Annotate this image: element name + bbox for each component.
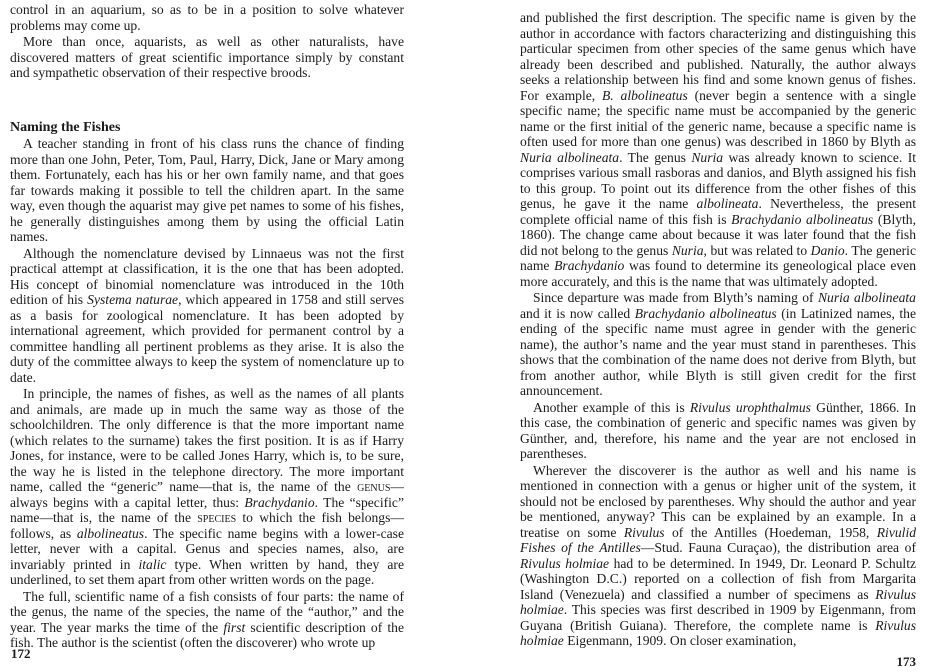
- paragraph: In principle, the names of fishes, as well as the names of all plants and animals, are made up in much the same way as those of the schoolchildren. The only difference is that the more important name (which relates to the surname) takes the first position. It is as if Harry Jones, for instance, were to be called Jones Harry, which is, to be sure, the way he is listed in the telephone directory. The more important name, called the “generic” name—that is, the name of the genus—always begins with a capital letter, thus: Brachydanio. The “specific” name—that is, the name of the species to which the fish belongs—follows, as albolineatus. The specific name begins with a lower-case letter, never with a capital. Genus and species names, also, are invariably printed in italic type. When written by hand, they are underlined, to set them apart from other written words on the page.: [10, 386, 404, 587]
- page-number: 173: [896, 654, 916, 669]
- right-text-column: [520, 10, 916, 649]
- paragraph: and published the first description. The specific name is given by the author in accordance with factors characterizing and distinguishing this particular specimen from other species of the same genus which have already been described and published. Naturally, the author always seeks a relationship between his find and some known genus of fishes. For example, B. albolineatus (never begin a sentence with a single specific name; the specific name must be accompanied by the generic name or the first initial of the generic name, because a specific name is often used for more than one genus) was described in 1860 by Blyth as Nuria albolineata. The genus Nuria was already known to science. It comprises various small rasboras and danios, and Blyth assigned his fish to this group. To point out its difference from the other fishes of this genus, he gave it the name albolineata. Nevertheless, the present complete official name of this fish is Brachydanio albolineatus (Blyth, 1860). The change came about because it was later found that the fish did not belong to the genus Nuria, but was related to Danio. The generic name Brachydanio was found to determine its geneological place even more accurately, and this is the name that was ultimately adopted.: [520, 10, 917, 289]
- section-heading: Naming the Fishes: [10, 119, 121, 135]
- left-text-column: [10, 2, 404, 651]
- paragraph: Wherever the discoverer is the author as well and his name is mentioned in connection with a genus or higher unit of the system, it should not be enclosed by parentheses. Why should the author and year be mentioned, anyway? This can be explained by an example. In a treatise on some Rivulus of the Antilles (Hoedeman, 1958, Rivulid Fishes of the Antilles—Stud. Fauna Curaçao), the distribution area of Rivulus holmiae had to be determined. In 1949, Dr. Leonard P. Schultz (Washington D.C.) reported on a collection of fish from Margarita Island (Venezuela) and classified a number of specimens as Rivulus holmiae. This species was first described in 1909 by Eigenmann, from Guyana (British Guiana). Therefore, the complete name is Rivulus holmiae Eigenmann, 1909. On closer examination,: [520, 462, 917, 648]
- paragraph: control in an aquarium, so as to be in a position to solve whatever problems may come up.: [10, 2, 404, 33]
- paragraph: Although the nomenclature devised by Linnaeus was not the first practical attempt at classification, it is the one that has been adopted. His concept of binomial nomenclature was introduced in the 10th edition of his Systema naturae, which appeared in 1758 and still serves as a basis for zoological nomenclature. It has been adopted by international agreement, which provided for permanent control by a committee handling all pertinent problems as they arise. It is also the duty of the committee always to keep the system of nomenclature up to date.: [10, 245, 405, 385]
- paragraph: More than once, aquarists, as well as other naturalists, have discovered matters of great scientific importance simply by constant and sympathetic observation of their respective broods.: [10, 34, 404, 80]
- paragraph: Another example of this is Rivulus urophthalmus Günther, 1866. In this case, the combination of generic and specific names was given by Günther, and, therefore, his name and the year are not enclosed in parentheses.: [520, 399, 916, 461]
- page-number: 172: [11, 646, 31, 661]
- paragraph: The full, scientific name of a fish consists of four parts: the name of the genus, the name of the species, the name of the “author,” and the year. The year marks the time of the first scientific description of the fish. The author is the scientist (often the discoverer) who wrote up: [10, 588, 404, 650]
- paragraph: Since departure was made from Blyth’s naming of Nuria albolineata and it is now called Brachydanio albolineatus (in Latinized names, the ending of the specific name must agree in gender with the generic name), the author’s name and the year must stand in parentheses. This shows that the combination of the name does not derive from Blyth, but from another author, while Blyth is still given credit for the first announcement.: [520, 290, 916, 398]
- right-page: [475, 0, 949, 672]
- paragraph: A teacher standing in front of his class runs the chance of finding more than one John, Peter, Tom, Paul, Harry, Dick, Jane or Mary among them. Fortunately, each has his or her own family name, and that goes far towards making it possible to tell the children apart. In the same way, even though the aquarist may give pet names to some of his fishes, he generally distinguishes among them by using the official Latin names.: [10, 136, 404, 244]
